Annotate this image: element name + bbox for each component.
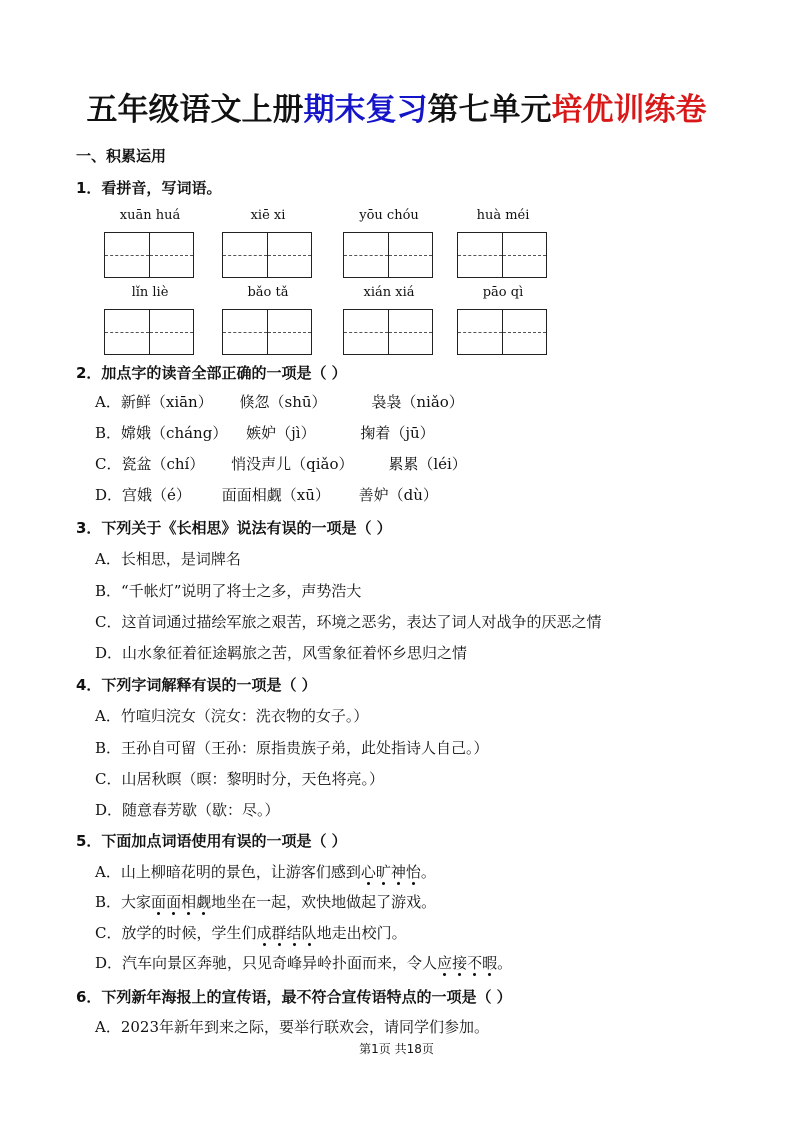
option-label: B． xyxy=(95,893,122,911)
option-a[interactable]: A．长相思，是词牌名 xyxy=(95,550,241,568)
title-part2: 期末复习 xyxy=(303,92,428,128)
title-part3: 第七单元 xyxy=(427,92,552,128)
pinyin-label: xuān huá xyxy=(119,208,181,223)
option-word: 倏忽 xyxy=(239,393,270,411)
option-a[interactable]: A．2023年新年到来之际，要举行联欢会，请同学们参加。 xyxy=(95,1018,490,1036)
question-6-stem: 6．下列新年海报上的宣传语，最不符合宣传语特点的一项是（ ） xyxy=(76,988,512,1006)
dotted-char: 心 xyxy=(360,863,376,881)
option-c[interactable] xyxy=(95,922,407,943)
option-pinyin: （cháng） xyxy=(151,424,228,442)
writing-grid[interactable] xyxy=(104,309,194,355)
option-pinyin: （chí） xyxy=(151,455,205,473)
option-label: D． xyxy=(95,486,123,504)
dotted-char: 接 xyxy=(452,954,468,972)
section-heading: 一、积累运用 xyxy=(76,147,167,165)
option-pinyin: （shū） xyxy=(269,393,327,411)
dotted-char: 旷 xyxy=(375,863,391,881)
option-c[interactable] xyxy=(95,453,467,474)
option-label: B． xyxy=(95,424,122,442)
option-pinyin: （jì） xyxy=(276,424,316,442)
option-word: 悄没声儿 xyxy=(231,455,292,473)
dotted-char: 不 xyxy=(467,954,483,972)
option-d[interactable] xyxy=(95,484,438,505)
question-3-stem: 3．下列关于《长相思》说法有误的一项是（ ） xyxy=(76,519,392,537)
pinyin-label: yōu chóu xyxy=(359,208,419,223)
option-d[interactable]: D．随意春芳歇（歇：尽。） xyxy=(95,801,280,819)
option-text: 大家 xyxy=(121,893,152,911)
option-word: 善妒 xyxy=(358,486,389,504)
option-b[interactable] xyxy=(95,891,436,912)
marked-phrase xyxy=(151,893,211,911)
option-d[interactable]: D．山水象征着征途羁旅之苦，风雪象征着怀乡思归之情 xyxy=(95,644,468,662)
option-a[interactable] xyxy=(95,861,436,882)
dotted-char: 应 xyxy=(437,954,453,972)
pinyin-label: lǐn liè xyxy=(131,285,169,300)
option-d[interactable] xyxy=(95,952,512,973)
option-a[interactable]: A．竹喧归浣女（浣女：洗衣物的女子。） xyxy=(95,707,369,725)
option-word: 掬着 xyxy=(360,424,391,442)
option-label: A． xyxy=(95,863,121,881)
option-word: 宫娥 xyxy=(122,486,153,504)
option-label: D． xyxy=(95,954,123,972)
option-c[interactable]: C．山居秋暝（暝：黎明时分，天色将亮。） xyxy=(95,770,384,788)
writing-grid[interactable] xyxy=(457,309,547,355)
dotted-char: 怡 xyxy=(405,863,421,881)
option-label: C． xyxy=(95,924,122,942)
dotted-char: 神 xyxy=(390,863,406,881)
option-word: 累累 xyxy=(388,455,419,473)
dotted-char: 队 xyxy=(301,924,317,942)
dotted-char: 暇 xyxy=(482,954,498,972)
dotted-char: 相 xyxy=(181,893,197,911)
marked-phrase xyxy=(361,863,421,881)
option-text: 地走出校门。 xyxy=(316,924,407,942)
pinyin-label: xiē xi xyxy=(250,208,286,223)
option-word: 嫦娥 xyxy=(121,424,152,442)
pinyin-label: xián xiá xyxy=(363,285,415,300)
option-pinyin: （léi） xyxy=(418,455,467,473)
option-text: 。 xyxy=(420,863,436,881)
option-pinyin: （xū） xyxy=(281,486,330,504)
dotted-char: 面 xyxy=(166,893,182,911)
writing-grid[interactable] xyxy=(222,309,312,355)
option-text: 放学的时候，学生们 xyxy=(121,924,257,942)
option-b[interactable]: B．王孙自可留（王孙：原指贵族子弟，此处指诗人自己。） xyxy=(95,739,489,757)
option-text: 山上柳暗花明的景色，让游客们感到 xyxy=(120,863,361,881)
page-footer: 第1页 共18页 xyxy=(359,1042,434,1056)
option-pinyin: （xiān） xyxy=(150,393,213,411)
marked-phrase xyxy=(437,954,497,972)
option-pinyin: （niǎo） xyxy=(401,393,464,411)
question-5-stem: 5．下面加点词语使用有误的一项是（ ） xyxy=(76,832,347,850)
pinyin-label: huà méi xyxy=(476,208,530,223)
option-b[interactable] xyxy=(95,422,435,443)
option-word: 袅袅 xyxy=(371,393,402,411)
dotted-char: 群 xyxy=(271,924,287,942)
option-text: 汽车向景区奔驰，只见奇峰异岭扑面而来，令人 xyxy=(122,954,438,972)
pinyin-label: pāo qì xyxy=(482,285,524,300)
option-pinyin: （qiǎo） xyxy=(291,455,354,473)
dotted-char: 成 xyxy=(256,924,272,942)
option-text: 地坐在一起，欢快地做起了游戏。 xyxy=(211,893,437,911)
option-a[interactable] xyxy=(95,391,464,412)
question-4-stem: 4．下列字词解释有误的一项是（ ） xyxy=(76,676,317,694)
option-label: A． xyxy=(95,393,121,411)
question-2-stem: 2．加点字的读音全部正确的一项是（ ） xyxy=(76,364,347,382)
writing-grid[interactable] xyxy=(343,232,433,278)
option-label: C． xyxy=(95,455,122,473)
writing-grid[interactable] xyxy=(222,232,312,278)
marked-phrase xyxy=(257,924,317,942)
option-text: 。 xyxy=(497,954,513,972)
title-part1: 五年级语文上册 xyxy=(86,92,304,128)
option-word: 嫉妒 xyxy=(246,424,277,442)
option-pinyin: （jū） xyxy=(390,424,435,442)
dotted-char: 觑 xyxy=(196,893,212,911)
option-c[interactable]: C．这首词通过描绘军旅之艰苦，环境之恶劣，表达了词人对战争的厌恶之情 xyxy=(95,613,602,631)
page-title xyxy=(0,84,793,129)
title-part4: 培优训练卷 xyxy=(551,92,707,128)
question-1-stem: 1．看拼音，写词语。 xyxy=(76,179,222,197)
writing-grid[interactable] xyxy=(457,232,547,278)
dotted-char: 面 xyxy=(151,893,167,911)
pinyin-label: bǎo tǎ xyxy=(247,285,289,300)
writing-grid[interactable] xyxy=(104,232,194,278)
option-word: 新鲜 xyxy=(120,393,151,411)
option-word: 面面相觑 xyxy=(221,486,282,504)
option-word: 瓷盆 xyxy=(121,455,152,473)
option-b[interactable]: B．“千帐灯”说明了将士之多，声势浩大 xyxy=(95,582,362,600)
writing-grid[interactable] xyxy=(343,309,433,355)
option-pinyin: （é） xyxy=(152,486,191,504)
dotted-char: 结 xyxy=(286,924,302,942)
option-pinyin: （dù） xyxy=(388,486,438,504)
